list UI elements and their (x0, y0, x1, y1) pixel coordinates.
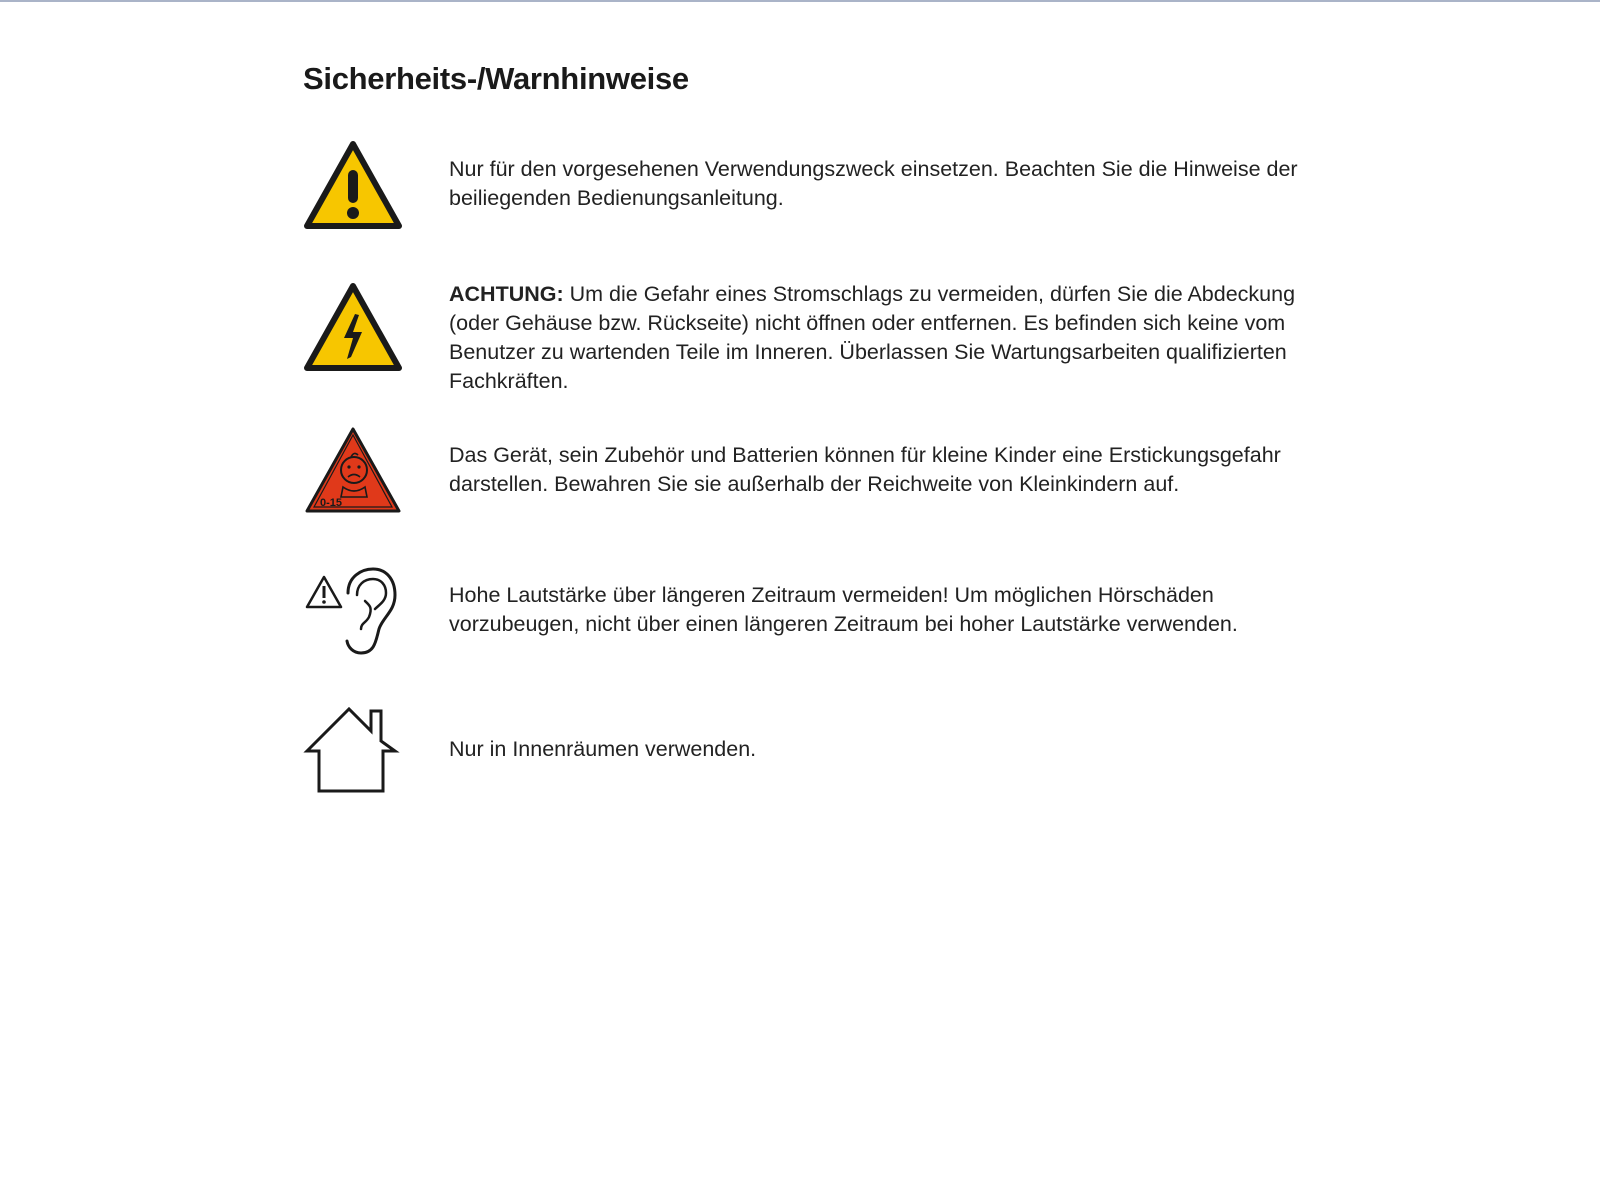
notice-body: Um die Gefahr eines Stromschlags zu vermeiden, dürfen Sie die Abdeckung (oder Gehäuse bzw. Rückseite) nicht öffnen oder entfernen. Es befinden sich keine vom Benutzer zu wartenden Teile im Inneren. Überlassen Sie Wartungsarbeiten qualifizierten Fachkräften. (449, 282, 1296, 393)
indoor-use-only-icon (303, 703, 403, 799)
electric-shock-warning-icon (303, 282, 403, 378)
choking-hazard-icon (303, 425, 403, 521)
notice-text: Nur in Innenräumen verwenden. (449, 737, 757, 761)
hearing-damage-warning-icon (303, 565, 403, 661)
general-warning-icon (303, 140, 403, 236)
notice-text (449, 280, 1349, 396)
notice-text: Hohe Lautstärke über längeren Zeitraum vermeiden! Um möglichen Hörschäden vorzubeugen, nicht über einen längeren Zeitraum bei hoher Lautstärke verwenden. (449, 583, 1238, 636)
page-title: Sicherheits-/Warnhinweise (303, 61, 689, 96)
age-label: 0-15 (320, 497, 343, 509)
top-border (0, 0, 1600, 2)
notice-lead: ACHTUNG: (449, 282, 564, 306)
notice-text: Nur für den vorgesehenen Verwendungszweck einsetzen. Beachten Sie die Hinweise der beiliegenden Bedienungsanleitung. (449, 157, 1298, 210)
notice-text: Das Gerät, sein Zubehör und Batterien können für kleine Kinder eine Erstickungsgefahr darstellen. Bewahren Sie sie außerhalb der Reichweite von Kleinkindern auf. (449, 443, 1281, 496)
safety-notices-page (303, 60, 1363, 761)
